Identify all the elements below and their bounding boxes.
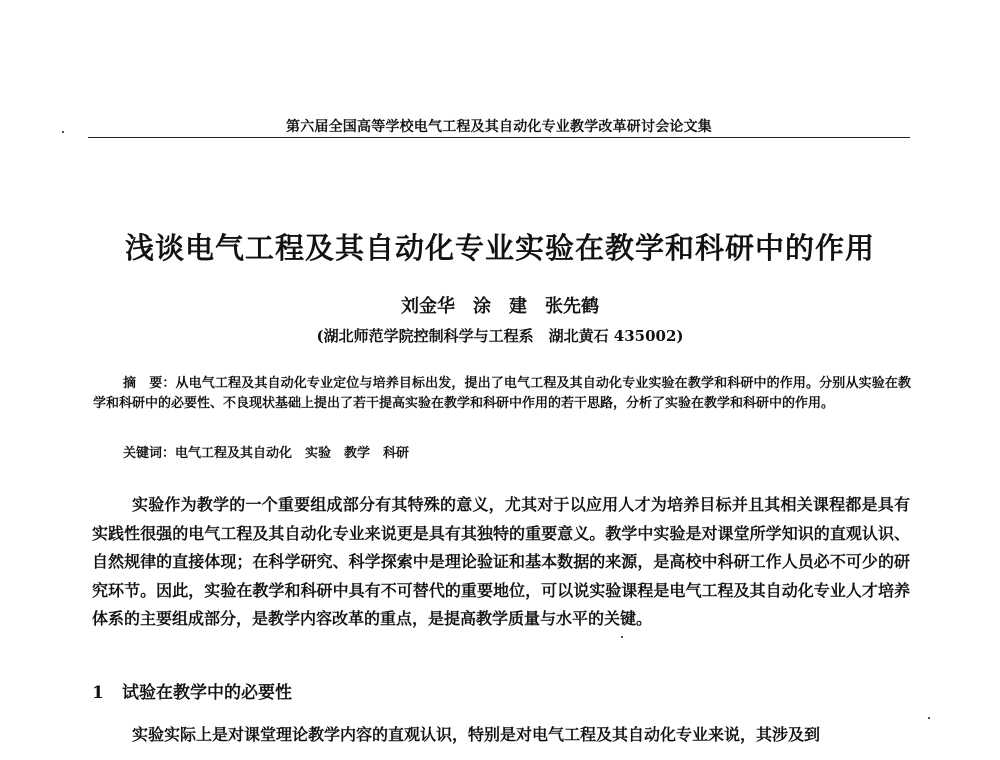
scan-speck (62, 131, 64, 133)
paper-title: 浅谈电气工程及其自动化专业实验在教学和科研中的作用 (124, 231, 875, 265)
section-number: 1 (92, 683, 104, 703)
abstract: 摘 要：从电气工程及其自动化专业定位与培养目标出发，提出了电气工程及其自动化专业实验在教学和科研中的作用。分别从实验在教学和科研中的必要性、不良现状基础上提出了若干提高实验在教学和科研中作用的若干思路，分析了实验在教学和科研中的作用。 (93, 376, 911, 411)
authors: 刘金华 涂 建 张先鹤 (401, 296, 599, 317)
affiliation: (湖北师范学院控制科学与工程系 湖北黄石 435002) (316, 327, 684, 345)
scan-speck (928, 717, 930, 719)
section-heading (92, 678, 292, 703)
section-title: 试验在教学中的必要性 (122, 683, 292, 703)
keywords: 关键词：电气工程及其自动化 实验 教学 科研 (123, 446, 410, 461)
section-paragraph: 实验实际上是对课堂理论教学内容的直观认识，特别是对电气工程及其自动化专业来说，其涉及到 (132, 725, 821, 744)
running-header: 第六届全国高等学校电气工程及其自动化专业教学改革研讨会论文集 (286, 119, 712, 135)
scan-speck (621, 636, 623, 638)
header-rule (88, 137, 910, 138)
intro-paragraph: 实验作为教学的一个重要组成部分有其特殊的意义，尤其对于以应用人才为培养目标并且其相关课程都是具有实践性很强的电气工程及其自动化专业来说更是具有其独特的重要意义。教学中实验是对课堂所学知识的直观认识、自然规律的直接体现；在科学研究、科学探索中是理论验证和基本数据的来源，是高校中科研工作人员必不可少的研究环节。因此，实验在教学和科研中具有不可替代的重要地位，可以说实验课程是电气工程及其自动化专业人才培养体系的主要组成部分，是教学内容改革的重点，是提高教学质量与水平的关键。 (92, 495, 910, 628)
